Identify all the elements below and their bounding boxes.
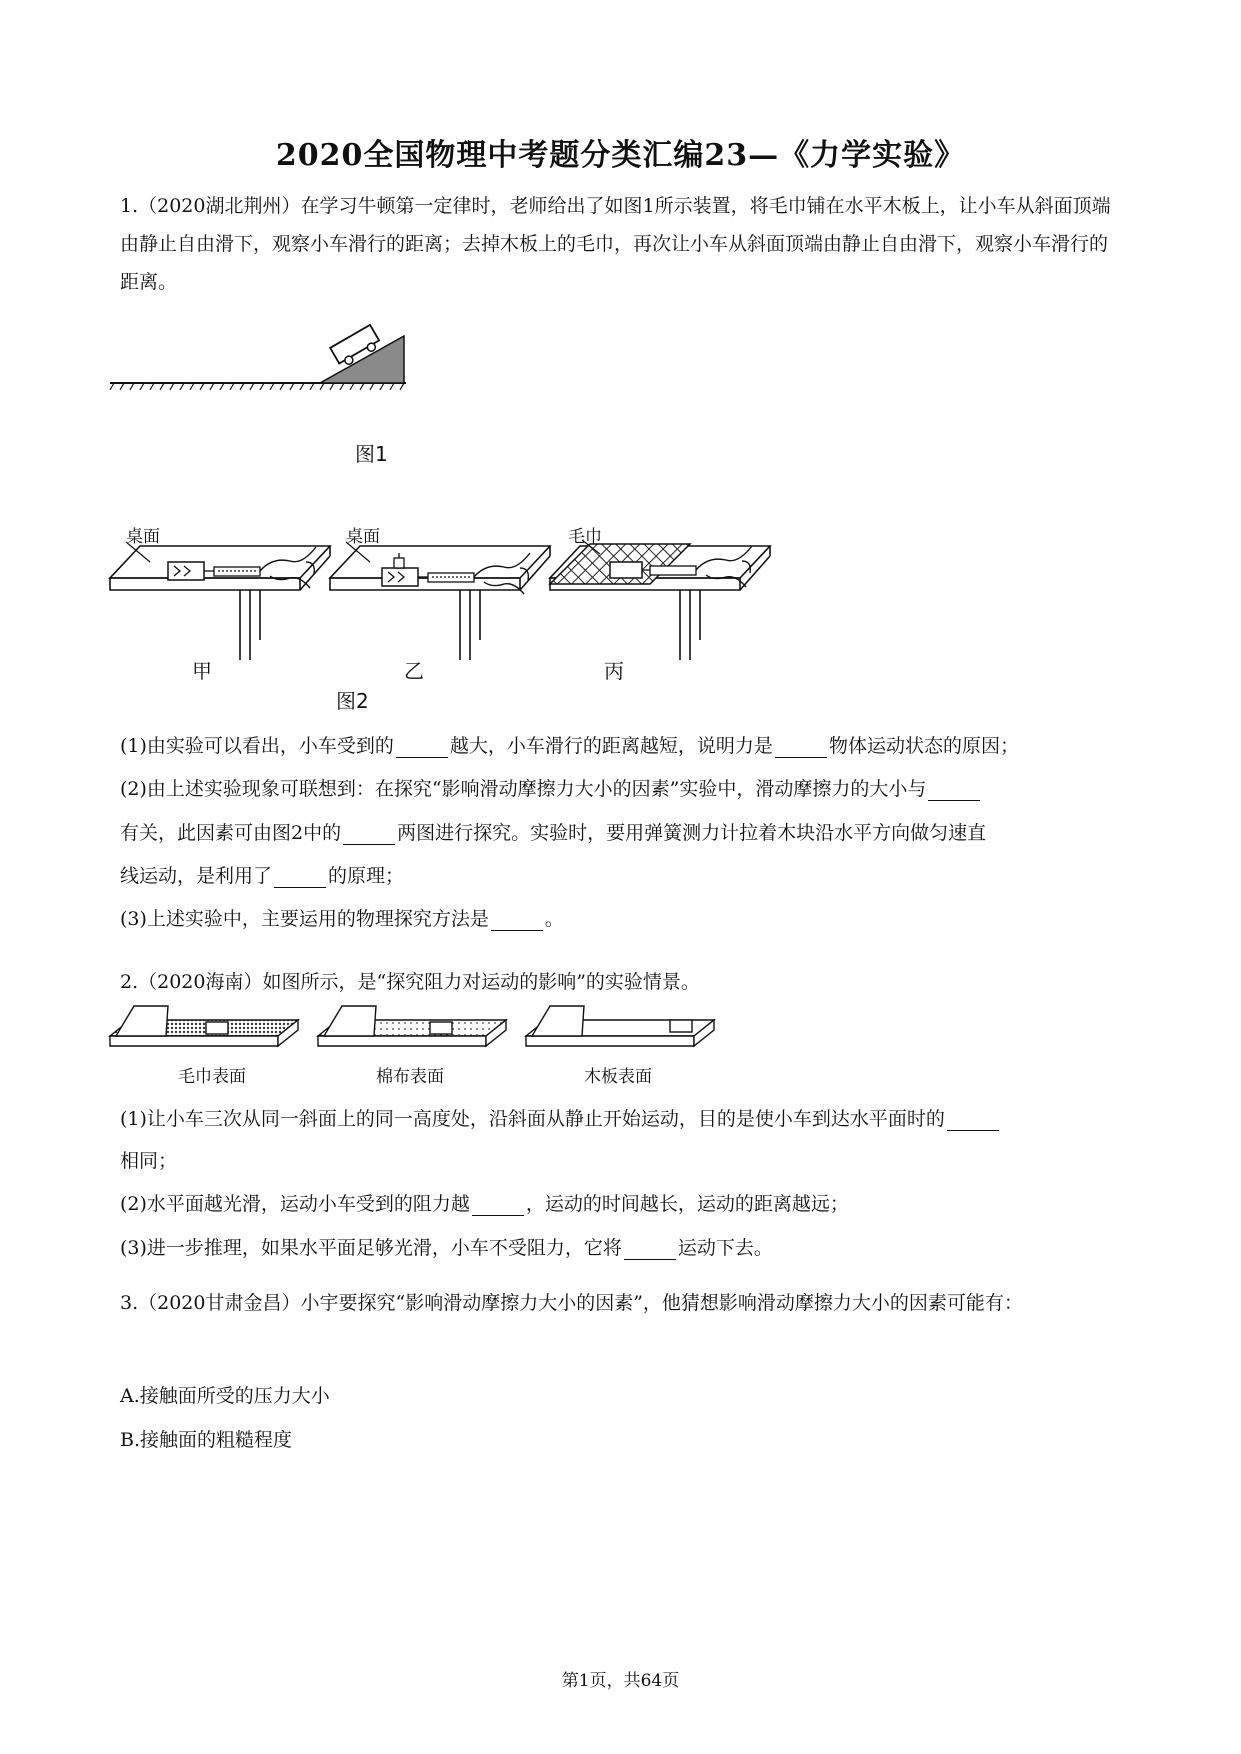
answer-blank[interactable]	[396, 737, 448, 758]
page-footer: 第1页，共64页	[561, 1671, 680, 1691]
answer-blank[interactable]	[775, 737, 827, 758]
surface-wood-board	[526, 1006, 714, 1046]
q1-sub2-line3: 线运动，是利用了 的原理；	[120, 865, 405, 887]
q1-sub3: (3)上述实验中，主要运用的物理探究方法是 。	[120, 908, 564, 930]
q2-stem: 2.（2020海南）如图所示，是“探究阻力对运动的影响”的实验情景。	[120, 971, 700, 993]
figure-1-incline	[108, 328, 408, 398]
q2-sub1-line2: 相同；	[120, 1150, 178, 1172]
label-towel: 毛巾	[568, 527, 602, 547]
label-desk-2: 桌面	[346, 527, 380, 547]
table-panel-bing	[550, 540, 770, 660]
surface-label-wood: 木板表面	[584, 1067, 652, 1087]
panel-label-yi: 乙	[404, 659, 424, 683]
table-panel-jia	[110, 542, 330, 660]
answer-blank[interactable]	[947, 1110, 999, 1131]
surface-cotton-board	[318, 1006, 506, 1046]
q2-sub3: (3)进一步推理，如果水平面足够光滑，小车不受阻力，它将 运动下去。	[120, 1237, 773, 1259]
surface-label-cotton: 棉布表面	[376, 1067, 444, 1087]
figure-1-caption: 图1	[355, 442, 388, 466]
answer-blank[interactable]	[928, 780, 980, 801]
q2-sub2: (2)水平面越光滑，运动小车受到的阻力越 ，运动的时间越长，运动的距离越远；	[120, 1193, 849, 1215]
table-panel-yi	[330, 542, 550, 660]
surface-towel-board	[110, 1006, 298, 1046]
q1-stem: 1.（2020湖北荆州）在学习牛顿第一定律时，老师给出了如图1所示装置，将毛巾铺在水平木板上，让小车从斜面顶端由静止自由滑下，观察小车滑行的距离；去掉木板上的毛巾，再次让小车从斜面顶端由静止自由滑下，观察小车滑行的距离。	[120, 195, 1111, 293]
panel-label-bing: 丙	[604, 659, 624, 683]
answer-blank[interactable]	[624, 1239, 676, 1260]
q1-sub1: (1)由实验可以看出，小车受到的 越大，小车滑行的距离越短，说明力是 物体运动状态的原因；	[120, 735, 1019, 757]
answer-blank[interactable]	[274, 867, 326, 888]
figure-q2-surfaces	[110, 1002, 720, 1057]
q1-sub2-line2: 有关，此因素可由图2中的 两图进行探究。实验时，要用弹簧测力计拉着木块沿水平方向做匀速直	[120, 822, 987, 844]
q3-option-a: A.接触面所受的压力大小	[120, 1385, 330, 1407]
answer-blank[interactable]	[472, 1195, 524, 1216]
q3-option-b: B.接触面的粗糙程度	[120, 1429, 293, 1451]
q2-sub1-line1: (1)让小车三次从同一斜面上的同一高度处，沿斜面从静止开始运动，目的是使小车到达水平面时的	[120, 1104, 1130, 1131]
figure-2-friction-setups	[110, 520, 850, 690]
figure-2-caption: 图2	[336, 689, 369, 713]
q1-sub2-line1: (2)由上述实验现象可联想到：在探究“影响滑动摩擦力大小的因素”实验中，滑动摩擦力的大小与	[120, 774, 1130, 801]
label-desk-1: 桌面	[126, 527, 160, 547]
answer-blank[interactable]	[491, 910, 543, 931]
surface-label-towel: 毛巾表面	[178, 1067, 246, 1087]
q3-stem: 3.（2020甘肃金昌）小宇要探究“影响滑动摩擦力大小的因素”，他猜想影响滑动摩擦力大小的因素可能有：	[120, 1292, 1023, 1314]
page-title: 2020全国物理中考题分类汇编23—《力学实验》	[275, 138, 966, 173]
panel-label-jia: 甲	[192, 659, 212, 683]
answer-blank[interactable]	[343, 824, 395, 845]
